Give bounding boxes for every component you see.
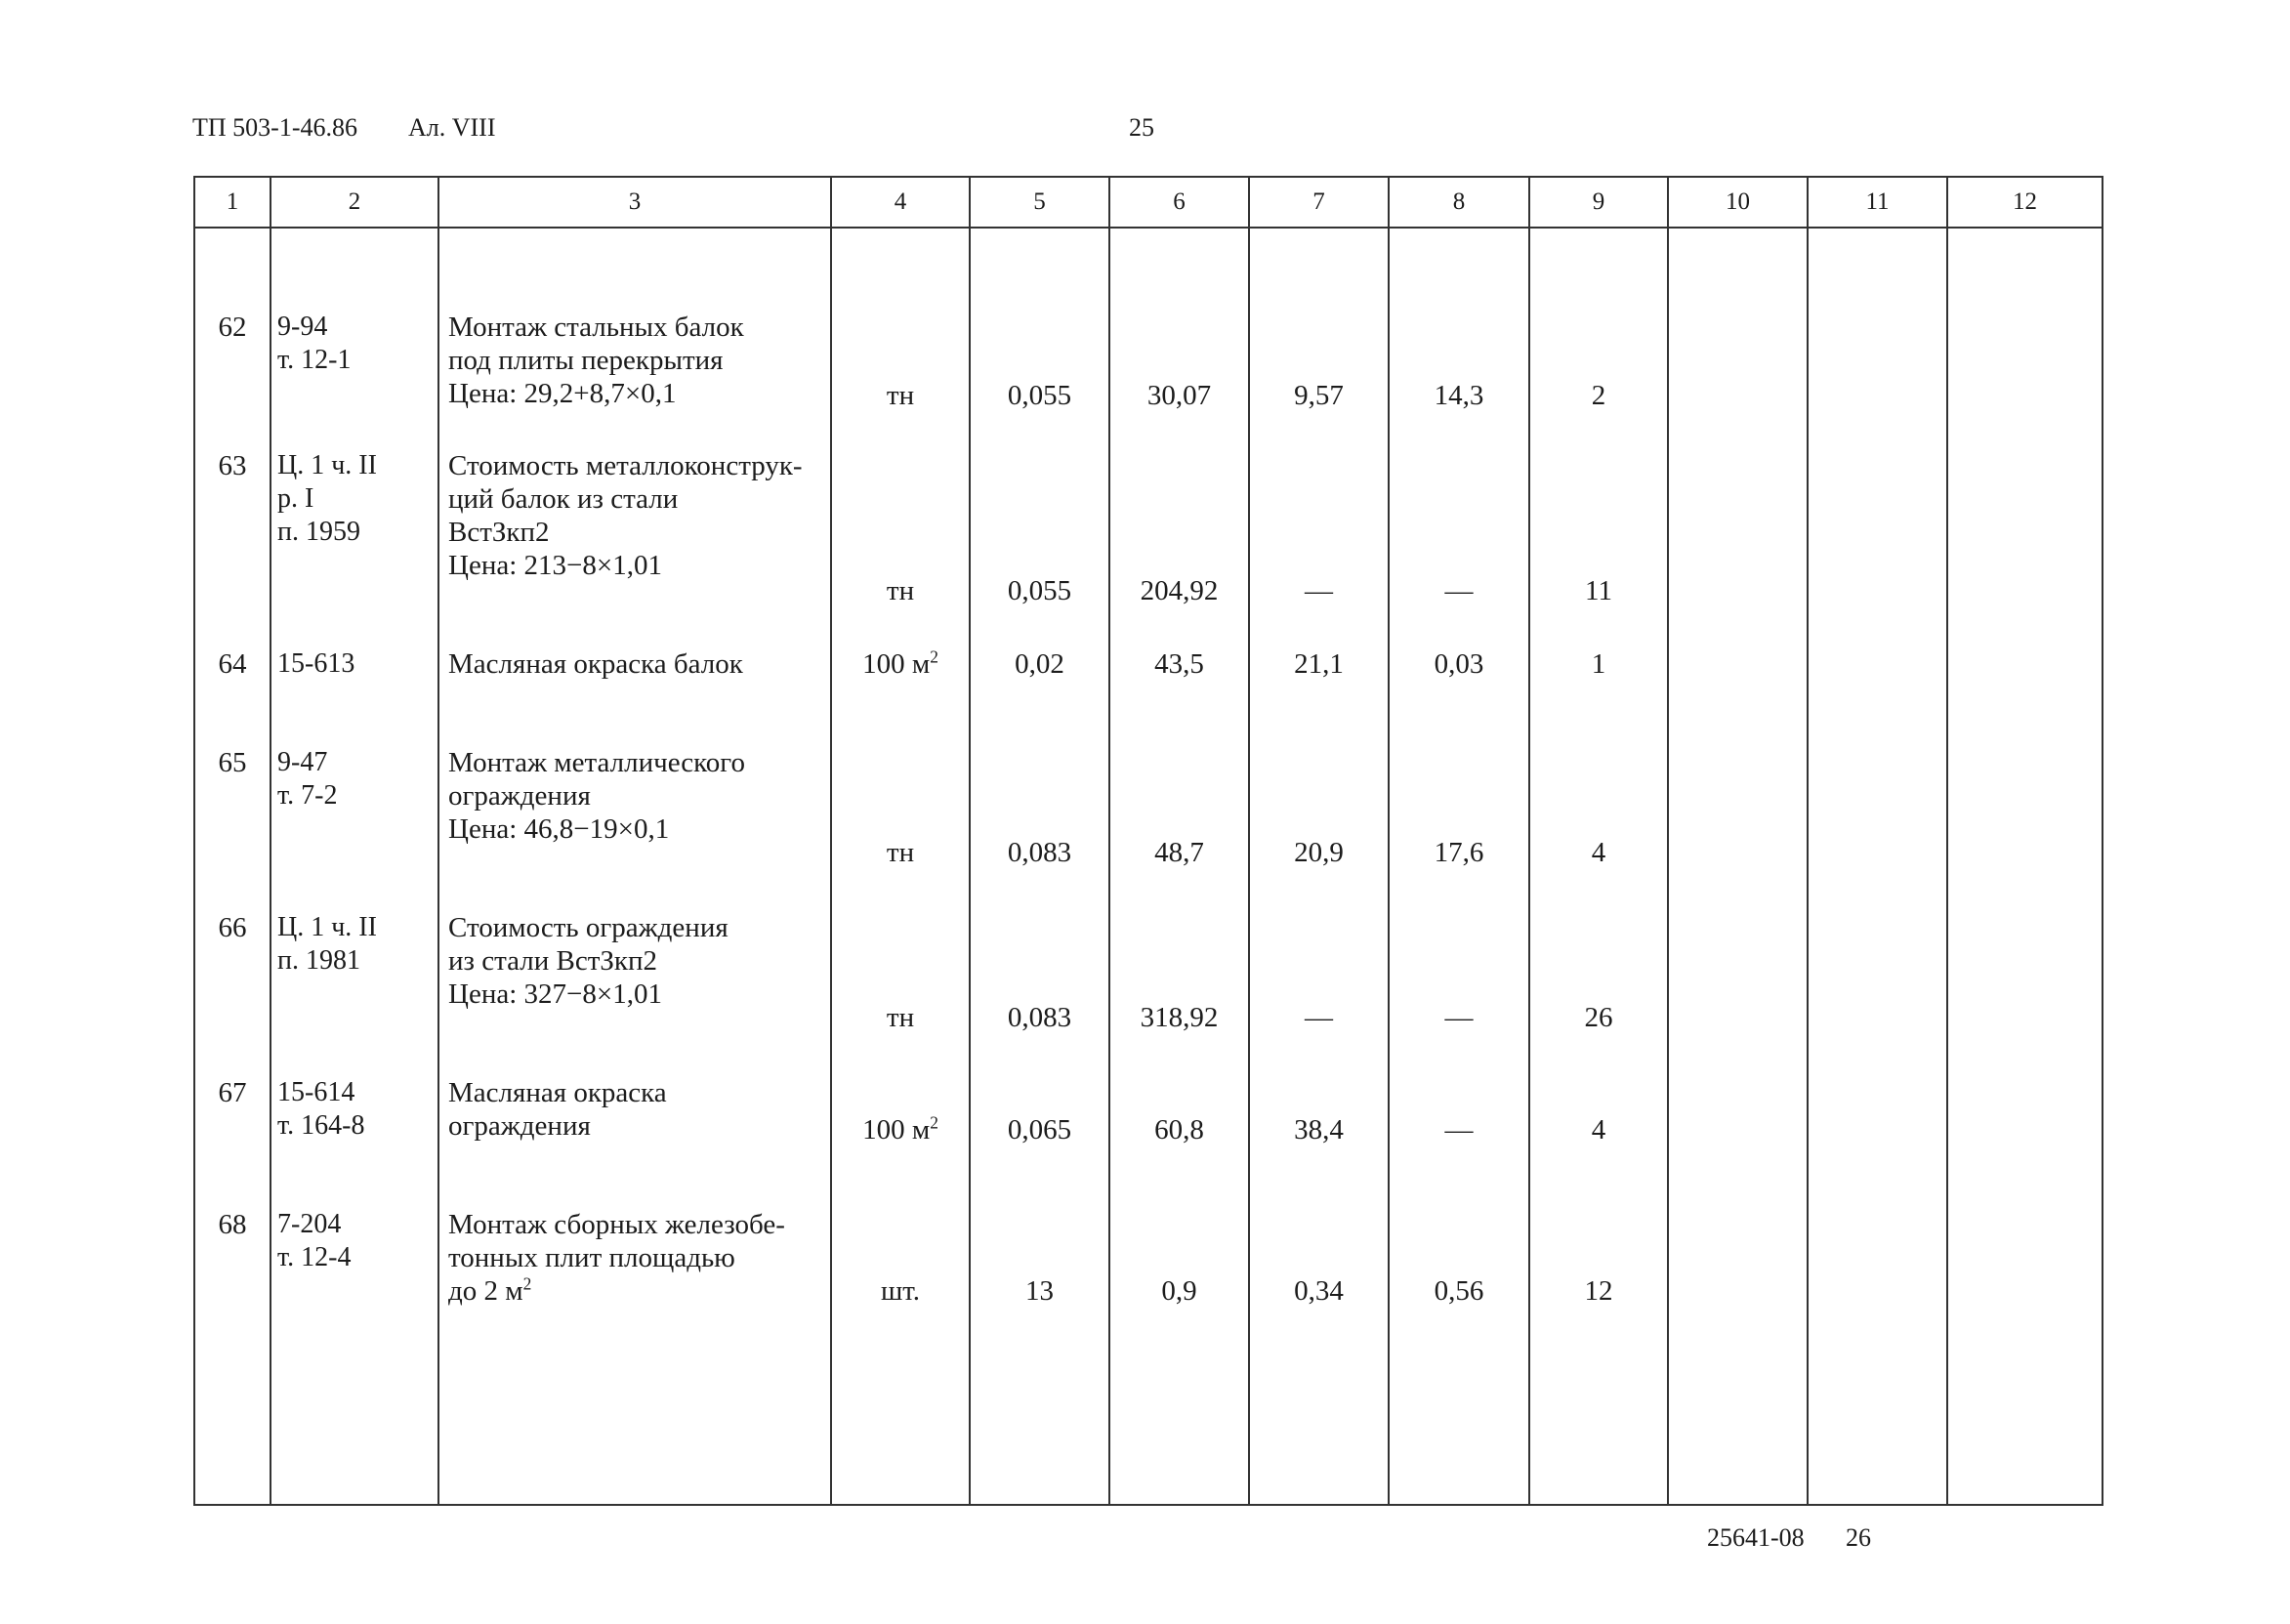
col8-value: 0,03	[1434, 648, 1484, 680]
description-line: Масляная окраска балок	[448, 648, 743, 680]
unit-cell	[831, 624, 970, 723]
description-cell	[438, 426, 831, 624]
description-line: Монтаж металлического	[448, 747, 745, 778]
col9-value: 4	[1591, 1114, 1606, 1145]
col6-cell	[1109, 228, 1249, 426]
description-line: Цена: 327−8×1,01	[448, 979, 662, 1010]
description-cell	[438, 1053, 831, 1185]
col7-value: 9,57	[1294, 380, 1344, 411]
col9-value: 26	[1584, 1002, 1613, 1033]
row-number-cell	[194, 888, 271, 1053]
norm-code-line: 9-47	[277, 747, 328, 777]
column-header: 8	[1389, 177, 1529, 228]
description-line: Стоимость ограждения	[448, 912, 729, 943]
col7-value: —	[1305, 575, 1333, 606]
col6-value: 0,9	[1161, 1275, 1197, 1307]
col11-cell	[1808, 723, 1947, 888]
col6-cell	[1109, 888, 1249, 1053]
row-number: 67	[218, 1077, 247, 1108]
quantity-value: 0,083	[1007, 837, 1072, 868]
col8-cell	[1389, 228, 1529, 426]
col10-cell	[1668, 426, 1808, 624]
description-cell	[438, 723, 831, 888]
col6-cell	[1109, 1053, 1249, 1185]
unit-cell	[831, 1053, 970, 1185]
description-line: Монтаж сборных железобе-	[448, 1209, 785, 1240]
col10-cell	[1668, 1053, 1808, 1185]
quantity-value: 0,055	[1007, 575, 1072, 606]
description-cell	[438, 228, 831, 426]
col7-value: 20,9	[1294, 837, 1344, 868]
col7-value: 38,4	[1294, 1114, 1344, 1145]
col7-value: —	[1305, 1002, 1333, 1033]
row-number: 65	[218, 747, 247, 778]
column-header: 4	[831, 177, 970, 228]
norm-code-line: 7-204	[277, 1209, 342, 1239]
col9-value: 4	[1591, 837, 1606, 868]
column-header: 3	[438, 177, 831, 228]
col12-cell	[1947, 228, 2103, 426]
col11-cell	[1808, 624, 1947, 723]
col7-cell	[1249, 1053, 1389, 1185]
unit-cell	[831, 228, 970, 426]
column-header: 2	[271, 177, 438, 228]
row-number-cell	[194, 1053, 271, 1185]
norm-code-cell	[271, 228, 438, 426]
document-code: ТП 503-1-46.86	[192, 113, 357, 142]
row-number-cell	[194, 228, 271, 426]
norm-code-line: 15-614	[277, 1077, 355, 1107]
quantity-cell	[970, 228, 1109, 426]
col12-cell	[1947, 1053, 2103, 1185]
row-number: 64	[218, 648, 247, 680]
col6-cell	[1109, 1185, 1249, 1505]
quantity-value: 0,055	[1007, 380, 1072, 411]
norm-code-cell	[271, 723, 438, 888]
col12-cell	[1947, 723, 2103, 888]
column-header: 10	[1668, 177, 1808, 228]
row-number-cell	[194, 426, 271, 624]
description-line: Стоимость металлоконструк-	[448, 450, 803, 481]
table-row	[194, 624, 2103, 723]
norm-code-cell	[271, 1053, 438, 1185]
description-line: под плиты перекрытия	[448, 345, 724, 376]
col6-cell	[1109, 624, 1249, 723]
unit-value: тн	[886, 575, 915, 606]
row-number-cell	[194, 723, 271, 888]
norm-code-line: 9-94	[277, 312, 328, 342]
column-header: 9	[1529, 177, 1668, 228]
description-line: Цена: 29,2+8,7×0,1	[448, 378, 677, 409]
table-row	[194, 1053, 2103, 1185]
column-header: 12	[1947, 177, 2103, 228]
col8-cell	[1389, 1185, 1529, 1505]
col8-cell	[1389, 723, 1529, 888]
norm-code-cell	[271, 426, 438, 624]
col12-cell	[1947, 1185, 2103, 1505]
norm-code-line: т. 7-2	[277, 780, 338, 811]
col8-value: 14,3	[1434, 380, 1484, 411]
col8-cell	[1389, 1053, 1529, 1185]
col6-value: 204,92	[1140, 575, 1219, 606]
description-cell	[438, 1185, 831, 1505]
col11-cell	[1808, 1053, 1947, 1185]
footer-document-code: 25641-08	[1707, 1523, 1805, 1552]
unit-value: тн	[886, 380, 915, 411]
norm-code-line: 15-613	[277, 648, 355, 679]
unit-cell	[831, 1185, 970, 1505]
col6-value: 318,92	[1140, 1002, 1219, 1033]
norm-code-cell	[271, 888, 438, 1053]
unit-value: 100 $м^2$	[862, 1112, 938, 1145]
norm-code-cell	[271, 624, 438, 723]
table-row	[194, 1185, 2103, 1505]
column-header-row	[194, 177, 2103, 228]
col8-value: 17,6	[1434, 837, 1484, 868]
description-line: до 2 $м^2$	[448, 1273, 532, 1307]
album-label: Ал. VIII	[408, 113, 496, 142]
col9-cell	[1529, 888, 1668, 1053]
col8-cell	[1389, 624, 1529, 723]
quantity-value: 0,02	[1015, 648, 1064, 680]
col7-cell	[1249, 624, 1389, 723]
unit-value: 100 $м^2$	[862, 646, 938, 680]
row-number-cell	[194, 624, 271, 723]
estimate-table	[193, 176, 2103, 1506]
col8-value: —	[1444, 575, 1474, 606]
col6-value: 60,8	[1154, 1114, 1204, 1145]
column-header: 11	[1808, 177, 1947, 228]
col9-cell	[1529, 426, 1668, 624]
column-header: 7	[1249, 177, 1389, 228]
row-number: 63	[218, 450, 247, 481]
col7-value: 21,1	[1294, 648, 1344, 680]
norm-code-line: т. 12-1	[277, 345, 352, 375]
col8-value: —	[1444, 1002, 1474, 1033]
col10-cell	[1668, 228, 1808, 426]
quantity-value: 13	[1025, 1275, 1054, 1307]
description-line: тонных плит площадью	[448, 1242, 735, 1273]
quantity-cell	[970, 1053, 1109, 1185]
col7-value: 0,34	[1294, 1275, 1344, 1307]
quantity-cell	[970, 624, 1109, 723]
description-line: ограждения	[448, 780, 591, 812]
col9-value: 2	[1591, 380, 1606, 411]
column-header: 5	[970, 177, 1109, 228]
unit-cell	[831, 426, 970, 624]
unit-cell	[831, 723, 970, 888]
col8-cell	[1389, 426, 1529, 624]
norm-code-line: п. 1981	[277, 945, 360, 976]
description-line: Цена: 213−8×1,01	[448, 550, 662, 581]
quantity-value: 0,065	[1007, 1114, 1072, 1145]
unit-value: тн	[886, 837, 915, 868]
col10-cell	[1668, 888, 1808, 1053]
col8-value: 0,56	[1434, 1275, 1484, 1307]
norm-code-cell	[271, 1185, 438, 1505]
description-line: Масляная окраска	[448, 1077, 667, 1108]
col7-cell	[1249, 723, 1389, 888]
quantity-cell	[970, 723, 1109, 888]
description-line: Монтаж стальных балок	[448, 312, 744, 343]
quantity-value: 0,083	[1007, 1002, 1072, 1033]
page-number: 25	[1129, 113, 1154, 142]
norm-code-line: т. 164-8	[277, 1110, 365, 1141]
col7-cell	[1249, 426, 1389, 624]
col9-value: 12	[1584, 1275, 1613, 1307]
table-row	[194, 888, 2103, 1053]
unit-value: тн	[886, 1002, 915, 1033]
col12-cell	[1947, 426, 2103, 624]
footer-page-number: 26	[1846, 1523, 1871, 1552]
col6-cell	[1109, 723, 1249, 888]
table-row	[194, 426, 2103, 624]
col10-cell	[1668, 723, 1808, 888]
column-header: 6	[1109, 177, 1249, 228]
norm-code-line: р. I	[277, 483, 314, 514]
col12-cell	[1947, 624, 2103, 723]
row-number: 66	[218, 912, 247, 943]
column-header: 1	[194, 177, 271, 228]
col7-cell	[1249, 888, 1389, 1053]
col6-value: 48,7	[1154, 837, 1204, 868]
col9-cell	[1529, 723, 1668, 888]
col6-value: 43,5	[1154, 648, 1204, 680]
unit-cell	[831, 888, 970, 1053]
col8-cell	[1389, 888, 1529, 1053]
col9-cell	[1529, 1185, 1668, 1505]
unit-value: шт.	[880, 1275, 921, 1307]
col11-cell	[1808, 228, 1947, 426]
description-cell	[438, 888, 831, 1053]
col9-value: 11	[1585, 575, 1612, 606]
quantity-cell	[970, 1185, 1109, 1505]
col11-cell	[1808, 426, 1947, 624]
col10-cell	[1668, 1185, 1808, 1505]
col9-value: 1	[1591, 648, 1606, 680]
description-line: ограждения	[448, 1110, 591, 1142]
col9-cell	[1529, 1053, 1668, 1185]
norm-code-line: т. 12-4	[277, 1242, 352, 1272]
quantity-cell	[970, 426, 1109, 624]
row-number: 62	[218, 312, 247, 343]
col10-cell	[1668, 624, 1808, 723]
col12-cell	[1947, 888, 2103, 1053]
description-line: из стали ВстЗкп2	[448, 945, 658, 977]
col11-cell	[1808, 888, 1947, 1053]
col11-cell	[1808, 1185, 1947, 1505]
col9-cell	[1529, 228, 1668, 426]
description-cell	[438, 624, 831, 723]
col7-cell	[1249, 228, 1389, 426]
norm-code-line: Ц. 1 ч. II	[277, 912, 377, 942]
quantity-cell	[970, 888, 1109, 1053]
norm-code-line: Ц. 1 ч. II	[277, 450, 377, 480]
table-row	[194, 228, 2103, 426]
row-number: 68	[218, 1209, 247, 1240]
table-row	[194, 723, 2103, 888]
col6-value: 30,07	[1146, 380, 1212, 411]
col8-value: —	[1444, 1114, 1474, 1145]
col7-cell	[1249, 1185, 1389, 1505]
description-line: Цена: 46,8−19×0,1	[448, 813, 670, 845]
col9-cell	[1529, 624, 1668, 723]
col6-cell	[1109, 426, 1249, 624]
description-line: ВстЗкп2	[448, 517, 550, 548]
row-number-cell	[194, 1185, 271, 1505]
norm-code-line: п. 1959	[277, 517, 360, 547]
description-line: ций балок из стали	[448, 483, 679, 515]
